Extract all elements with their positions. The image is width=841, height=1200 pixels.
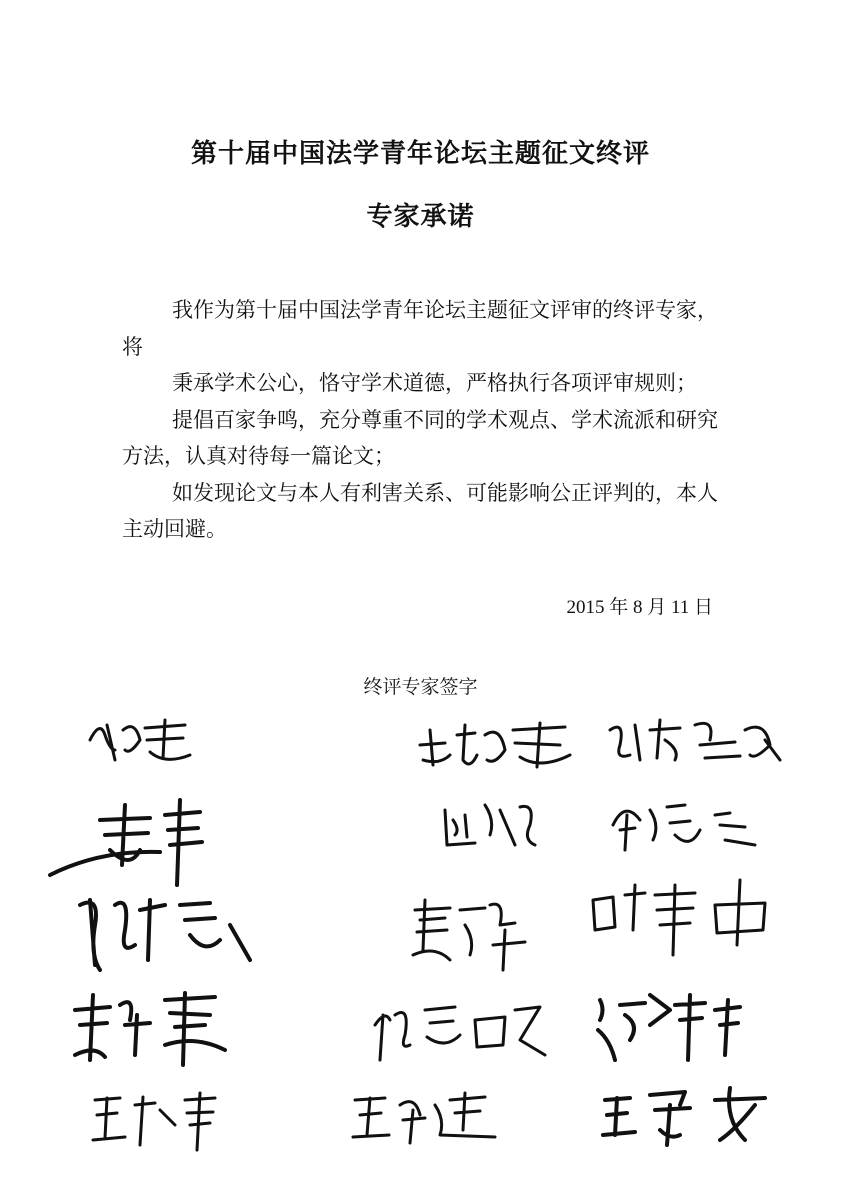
document-date: 2015 年 8 月 11 日 [566,597,713,618]
signature-8 [405,890,545,975]
signature-11 [365,995,550,1065]
signature-15 [595,1080,785,1150]
pledge-paragraph-intro: 我作为第十届中国法学青年论坛主题征文评审的终评专家，将 [122,298,718,359]
signature-7 [70,885,260,975]
signature-10 [65,985,235,1070]
document-subtitle: 专家承诺 [366,202,475,232]
signature-2 [415,715,575,775]
pledge-paragraph-2: 提倡百家争鸣，充分尊重不同的学术观点、学术流派和研究方法，认真对待每一篇论文； [122,407,718,468]
signature-12 [590,985,750,1065]
signature-5 [435,795,545,855]
pledge-paragraph-3: 如发现论文与本人有利害关系、可能影响公正评判的，本人主动回避。 [122,480,718,541]
signature-area [0,700,841,1180]
signature-3 [605,710,785,770]
pledge-paragraph-1: 秉承学术公心，恪守学术道德，严格执行各项评审规则； [172,371,697,395]
signature-13 [85,1085,225,1155]
signature-6 [605,795,775,855]
signature-4 [40,790,210,890]
signature-14 [345,1085,505,1150]
signature-heading: 终评专家签字 [363,676,478,698]
document-title: 第十届中国法学青年论坛主题征文终评 [190,139,650,169]
signature-1 [85,710,195,770]
pledge-body [122,292,722,548]
signature-9 [585,875,775,960]
